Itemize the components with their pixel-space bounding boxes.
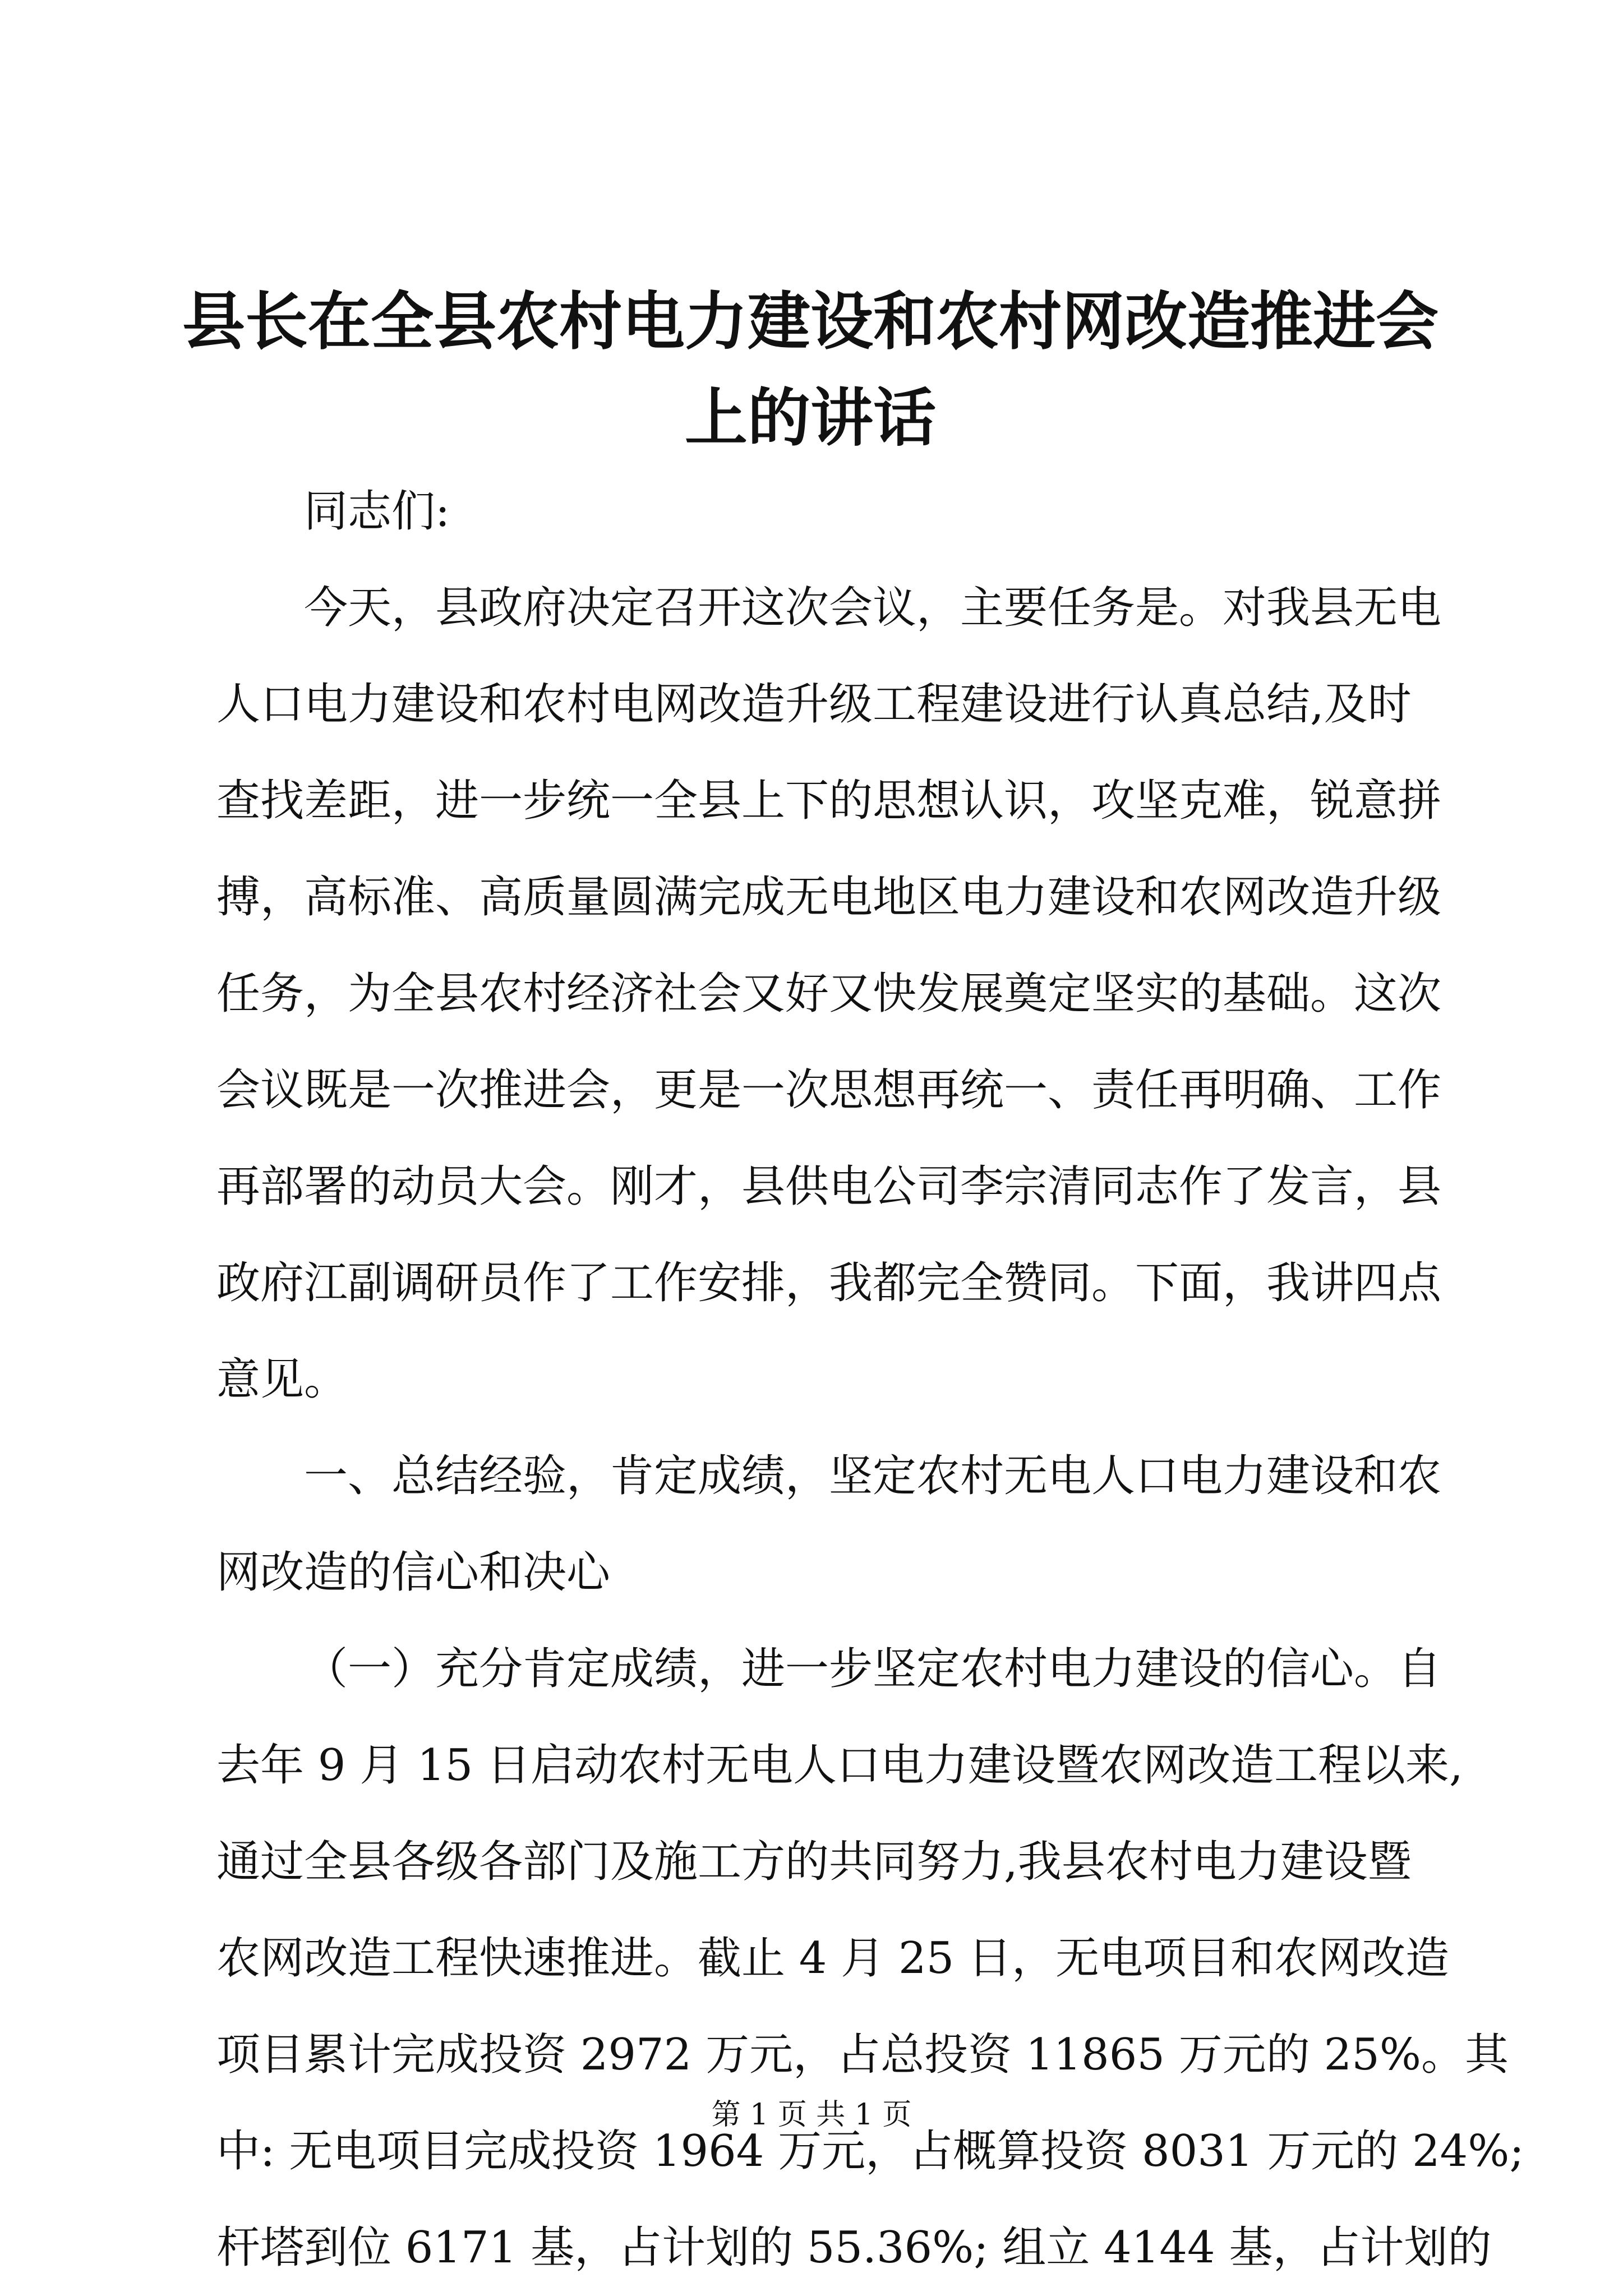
text-line: 网改造的信心和决心 xyxy=(216,1547,611,1598)
document-body xyxy=(216,463,1524,2296)
text-line: 再部署的动员大会。刚才，县供电公司李宗清同志作了发言，县 xyxy=(216,1161,1442,1212)
text-line: 一、总结经验，肯定成绩，坚定农村无电人口电力建设和农 xyxy=(304,1451,1442,1501)
text-line: 查找差距，进一步统一全县上下的思想认识，攻坚克难，锐意拼 xyxy=(216,776,1442,826)
text-line: 中: 无电项目完成投资 1964 万元，占概算投资 8031 万元的 24%; xyxy=(216,2126,1524,2177)
title-line: 县长在全县农村电力建设和农村网改造推进会 xyxy=(182,285,1438,358)
text-line: 人口电力建设和农村电网改造升级工程建设进行认真总结,及时 xyxy=(216,679,1412,730)
paragraph-section-heading xyxy=(216,1428,1442,1621)
text-line: （一）充分肯定成绩，进一步坚定农村电力建设的信心。自 xyxy=(304,1644,1442,1694)
text-line: 意见。 xyxy=(216,1354,348,1405)
text-line: 会议既是一次推进会，更是一次思想再统一、责任再明确、工作 xyxy=(216,1065,1442,1115)
text-line: 政府江副调研员作了工作安排，我都完全赞同。下面，我讲四点 xyxy=(216,1258,1442,1308)
paragraph-intro xyxy=(216,560,1442,1428)
title-line: 上的讲话 xyxy=(685,381,936,455)
text-line: 今天，县政府决定召开这次会议，主要任务是。对我县无电 xyxy=(304,583,1442,633)
text-line: 去年 9 月 15 日启动农村无电人口电力建设暨农网改造工程以来, xyxy=(216,1740,1463,1791)
text-line: 任务，为全县农村经济社会又好又快发展奠定坚实的基础。这次 xyxy=(216,969,1442,1019)
document-title xyxy=(179,274,1441,467)
text-line: 通过全县各级各部门及施工方的共同努力,我县农村电力建设暨 xyxy=(216,1837,1412,1887)
text-line: 同志们: xyxy=(304,486,450,537)
paragraph-salutation xyxy=(216,463,1411,560)
paragraph-achievements xyxy=(216,1621,1524,2296)
text-line: 杆塔到位 6171 基，占计划的 55.36%; 组立 4144 基，占计划的 xyxy=(216,2223,1492,2273)
text-line: 农网改造工程快速推进。截止 4 月 25 日，无电项目和农网改造 xyxy=(216,1933,1450,1984)
text-line: 搏，高标准、高质量圆满完成无电地区电力建设和农网改造升级 xyxy=(216,872,1442,923)
page-footer: 第 1 页 共 1 页 xyxy=(711,2098,912,2132)
text-line: 项目累计完成投资 2972 万元，占总投资 11865 万元的 25%。其 xyxy=(216,2030,1509,2080)
